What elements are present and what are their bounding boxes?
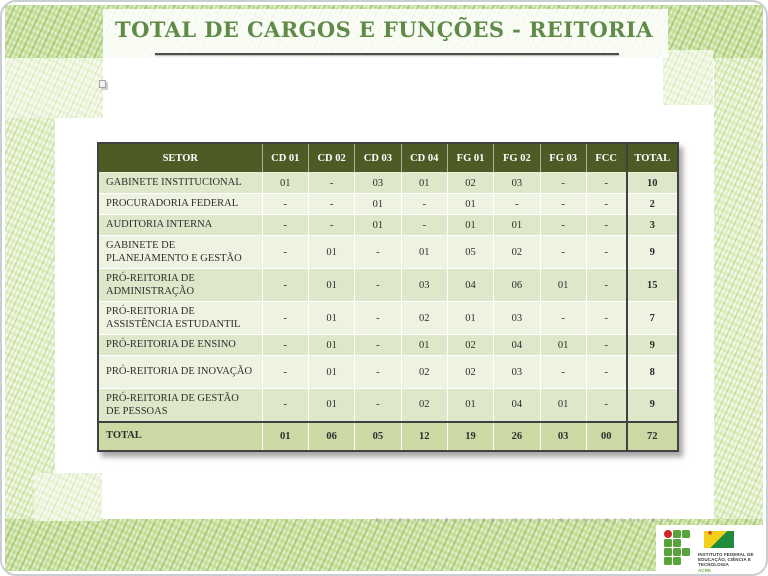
table-row <box>98 215 678 236</box>
table-cell: 04 <box>447 269 493 302</box>
table-cell: - <box>262 194 308 215</box>
table-cell: - <box>586 269 626 302</box>
table-cell: 01 <box>447 389 493 422</box>
logo-square <box>673 557 681 565</box>
table-cell: - <box>540 302 586 335</box>
table-cell: 02 <box>401 389 447 422</box>
table-cell: - <box>494 194 540 215</box>
table-cell: 02 <box>447 173 493 194</box>
table-cell: 01 <box>262 173 308 194</box>
table-cell: 02 <box>494 236 540 269</box>
table-cell: - <box>540 356 586 389</box>
title-underline <box>155 53 619 55</box>
table-header-row <box>98 143 678 173</box>
column-header: CD 04 <box>401 143 447 173</box>
table-cell: - <box>308 194 354 215</box>
table-cell: 02 <box>401 356 447 389</box>
table-cell: - <box>540 215 586 236</box>
column-header: CD 01 <box>262 143 308 173</box>
frame-patch-bottom-left <box>34 473 102 521</box>
table-cell: 01 <box>308 236 354 269</box>
table-body <box>98 173 678 451</box>
table-cell: 04 <box>494 335 540 356</box>
table-cell: - <box>540 236 586 269</box>
row-label: PRÓ-REITORIA DE GESTÃO DE PESSOAS <box>98 389 262 422</box>
table-cell: 01 <box>308 356 354 389</box>
logo-square <box>664 539 672 547</box>
table-cell: 9 <box>627 236 678 269</box>
table-cell: 01 <box>401 236 447 269</box>
table-head <box>98 143 678 173</box>
table-cell: 01 <box>401 173 447 194</box>
table-cell: - <box>586 389 626 422</box>
institution-logo <box>656 525 764 572</box>
table-row <box>98 389 678 422</box>
institution-name-line1: INSTITUTO FEDERAL DE <box>698 552 754 557</box>
logo-square <box>664 557 672 565</box>
table-cell: 9 <box>627 335 678 356</box>
table-cell: - <box>262 215 308 236</box>
acre-flag-icon <box>704 531 734 548</box>
table-cell: 01 <box>355 215 401 236</box>
table-row <box>98 356 678 389</box>
table-cell: - <box>262 389 308 422</box>
row-label: PRÓ-REITORIA DE ADMINISTRAÇÃO <box>98 269 262 302</box>
table-cell: - <box>586 194 626 215</box>
table-cell: 10 <box>627 173 678 194</box>
table-row <box>98 335 678 356</box>
row-label: AUDITORIA INTERNA <box>98 215 262 236</box>
total-row-label: TOTAL <box>98 422 262 451</box>
table-cell: 01 <box>447 194 493 215</box>
if-logo-icon <box>664 530 690 565</box>
table-cell: - <box>586 356 626 389</box>
table-cell: 03 <box>355 173 401 194</box>
table-cell: 01 <box>494 215 540 236</box>
table-cell: 02 <box>401 302 447 335</box>
table-cell: - <box>355 236 401 269</box>
table-cell: - <box>262 236 308 269</box>
row-label: PRÓ-REITORIA DE INOVAÇÃO <box>98 356 262 389</box>
total-cell: 26 <box>494 422 540 451</box>
column-header: SETOR <box>98 143 262 173</box>
table-cell: 03 <box>494 356 540 389</box>
table-cell: - <box>355 335 401 356</box>
total-cell: 19 <box>447 422 493 451</box>
table-cell: 01 <box>540 389 586 422</box>
logo-circle <box>664 530 672 538</box>
table-cell: - <box>262 356 308 389</box>
column-header: TOTAL <box>627 143 678 173</box>
table-cell: 01 <box>308 302 354 335</box>
table-cell: - <box>262 302 308 335</box>
table-row <box>98 194 678 215</box>
total-cell: 00 <box>586 422 626 451</box>
logo-square <box>673 548 681 556</box>
frame-right-band <box>714 58 763 571</box>
table-cell: 8 <box>627 356 678 389</box>
total-cell: 06 <box>308 422 354 451</box>
logo-square <box>682 530 690 538</box>
table-row <box>98 269 678 302</box>
table-cell: 03 <box>401 269 447 302</box>
frame-patch-left-top <box>5 58 103 118</box>
table-cell: 01 <box>447 302 493 335</box>
table-cell: 02 <box>447 335 493 356</box>
column-header: FG 01 <box>447 143 493 173</box>
illegible-pixel-strip <box>376 518 672 522</box>
column-header: CD 02 <box>308 143 354 173</box>
institution-name <box>698 552 764 573</box>
table-cell: - <box>586 236 626 269</box>
table-cell: 01 <box>308 389 354 422</box>
logo-square <box>673 530 681 538</box>
column-header: FG 02 <box>494 143 540 173</box>
logo-square <box>664 548 672 556</box>
table-cell: - <box>355 302 401 335</box>
frame-bottom-band <box>5 519 763 571</box>
table-cell: 01 <box>308 335 354 356</box>
table-cell: 01 <box>540 335 586 356</box>
table-cell: 06 <box>494 269 540 302</box>
table-cell: 9 <box>627 389 678 422</box>
row-label: GABINETE INSTITUCIONAL <box>98 173 262 194</box>
table-cell: - <box>540 194 586 215</box>
table-row <box>98 173 678 194</box>
table-cell: - <box>355 269 401 302</box>
table-cell: 3 <box>627 215 678 236</box>
total-cell: 72 <box>627 422 678 451</box>
row-label: GABINETE DE PLANEJAMENTO E GESTÃO <box>98 236 262 269</box>
logo-square <box>673 539 681 547</box>
institution-name-line3: ACRE <box>698 567 712 573</box>
table-cell: 01 <box>401 335 447 356</box>
logo-square <box>682 548 690 556</box>
logo-square <box>682 539 690 547</box>
row-label: PROCURADORIA FEDERAL <box>98 194 262 215</box>
institution-name-line2: EDUCAÇÃO, CIÊNCIA E TECNOLOGIA <box>698 557 751 568</box>
total-cell: 05 <box>355 422 401 451</box>
table-cell: 01 <box>355 194 401 215</box>
table-cell: 01 <box>447 215 493 236</box>
table-cell: - <box>262 269 308 302</box>
table-row <box>98 302 678 335</box>
table-cell: - <box>355 389 401 422</box>
table-cell: - <box>586 173 626 194</box>
frame-patch-right-top <box>663 50 713 105</box>
table-cell: - <box>401 215 447 236</box>
row-label: PRÓ-REITORIA DE ASSISTÊNCIA ESTUDANTIL <box>98 302 262 335</box>
total-cell: 12 <box>401 422 447 451</box>
table-cell: 7 <box>627 302 678 335</box>
column-header: CD 03 <box>355 143 401 173</box>
column-header: FCC <box>586 143 626 173</box>
table-cell: - <box>586 302 626 335</box>
table-cell: 2 <box>627 194 678 215</box>
table-cell: - <box>308 215 354 236</box>
table-cell: 03 <box>494 302 540 335</box>
flag-star-icon: ★ <box>707 530 714 537</box>
row-label: PRÓ-REITORIA DE ENSINO <box>98 335 262 356</box>
table-cell: - <box>540 173 586 194</box>
table-cell: - <box>586 215 626 236</box>
total-cell: 03 <box>540 422 586 451</box>
table-row <box>98 236 678 269</box>
table-cell: 04 <box>494 389 540 422</box>
table-cell: - <box>401 194 447 215</box>
page-title: TOTAL DE CARGOS E FUNÇÕES - REITORIA <box>115 17 653 42</box>
logo-square <box>682 557 690 565</box>
column-header: FG 03 <box>540 143 586 173</box>
table-cell: 03 <box>494 173 540 194</box>
table-cell: 05 <box>447 236 493 269</box>
table-cell: - <box>308 173 354 194</box>
table-cell: 02 <box>447 356 493 389</box>
staff-table <box>97 142 679 452</box>
cursor-artifact-icon <box>99 80 106 88</box>
table-cell: - <box>586 335 626 356</box>
table-cell: 01 <box>308 269 354 302</box>
table-cell: - <box>355 356 401 389</box>
table-cell: - <box>262 335 308 356</box>
total-cell: 01 <box>262 422 308 451</box>
table-cell: 15 <box>627 269 678 302</box>
total-row <box>98 422 678 451</box>
table-cell: 01 <box>540 269 586 302</box>
